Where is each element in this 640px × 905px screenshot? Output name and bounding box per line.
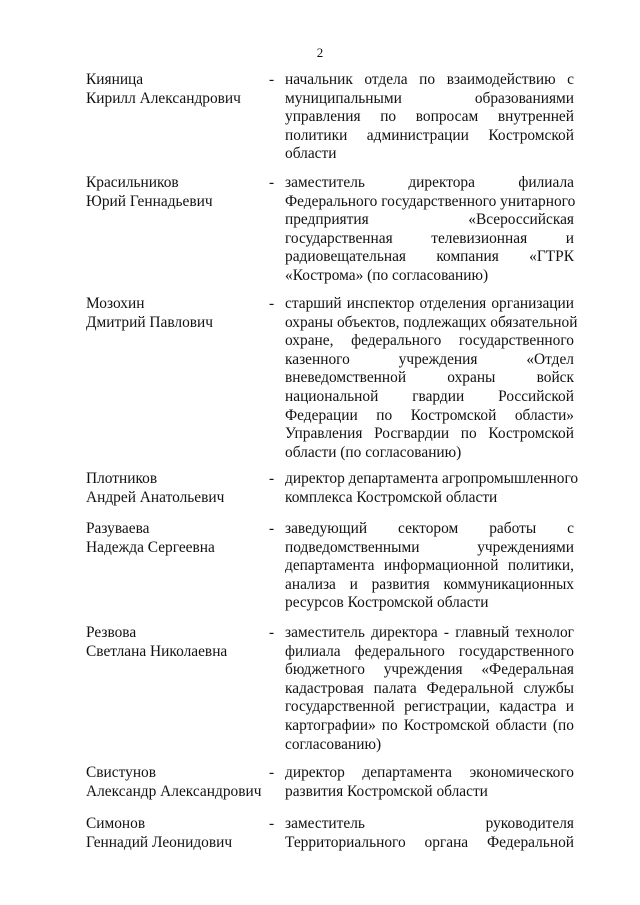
position-line: охране, федерального государственного [285, 332, 574, 350]
position-line: радиовещательная компания «ГТРК [285, 248, 574, 266]
position-line: области [285, 145, 337, 163]
position-line: области (по согласованию) [285, 443, 462, 461]
member-position [285, 764, 574, 801]
position-line: Управления Росгвардии по Костромской [285, 425, 574, 443]
position-line: заведующий сектором работы с [285, 520, 574, 537]
member-surname: Резвова [86, 624, 137, 641]
position-line: директор департамента экономического [285, 764, 574, 781]
dash-separator: - [269, 174, 275, 191]
member-position [285, 295, 578, 462]
member-position [285, 174, 574, 286]
position-line: национальной гвардии Российской [285, 387, 574, 405]
member-given-name: Кирилл Александрович [86, 89, 241, 107]
dash-separator: - [269, 764, 275, 781]
position-line: Территориального органа Федеральной [285, 833, 574, 851]
member-given-name: Дмитрий Павлович [86, 313, 214, 331]
member-name [86, 71, 266, 108]
member-given-name: Александр Александрович [86, 782, 262, 800]
position-line: картографии» по Костромской области (по [285, 716, 574, 734]
dash-separator: - [269, 470, 275, 487]
position-line: вневедомственной охраны войск [285, 369, 574, 387]
member-surname: Свистунов [86, 764, 157, 781]
dash-separator: - [269, 71, 275, 88]
position-line: заместитель руководителя [285, 815, 574, 832]
position-line: старший инспектор отделения организации [285, 295, 574, 312]
member-given-name: Юрий Геннадьевич [86, 192, 213, 210]
position-line: кадастровая палата Федеральной службы [285, 679, 574, 697]
member-position [285, 624, 574, 754]
position-line: казенного учреждения «Отдел [285, 350, 574, 368]
position-line: управления по вопросам внутренней [285, 108, 574, 126]
position-line: государственной регистрации, кадастра и [285, 698, 574, 716]
position-line: подведомственными учреждениями [285, 538, 574, 556]
page-number: 2 [316, 45, 324, 60]
member-surname: Разуваева [86, 520, 150, 537]
member-surname: Симонов [86, 815, 146, 832]
member-name [86, 624, 266, 661]
position-line: бюджетного учреждения «Федеральная [285, 661, 574, 679]
member-position [285, 470, 579, 507]
dash-separator: - [269, 624, 275, 641]
dash-separator: - [269, 295, 275, 312]
dash-separator: - [269, 815, 275, 832]
member-name [86, 815, 266, 852]
dash-separator: - [269, 520, 275, 537]
member-position [285, 71, 574, 164]
member-name [86, 295, 266, 332]
member-name [86, 520, 266, 557]
position-line: ресурсов Костромской области [285, 594, 489, 612]
position-line: филиала федерального государственного [285, 642, 574, 660]
member-name [86, 470, 266, 507]
position-line: предприятия «Всероссийская [285, 211, 574, 229]
position-line: муниципальными образованиями [285, 89, 574, 107]
position-line: начальник отдела по взаимодействию с [285, 71, 574, 88]
member-position [285, 520, 574, 613]
position-line: департамента информационной политики, [285, 557, 574, 575]
position-line: «Кострома» (по согласованию) [285, 266, 489, 284]
position-line: заместитель директора филиала [285, 174, 574, 191]
position-line: Федерального государственного унитарного [285, 192, 576, 210]
member-name [86, 764, 266, 801]
position-line: заместитель директора - главный технолог [285, 624, 574, 641]
position-line: согласованию) [285, 735, 382, 753]
position-line: политики администрации Костромской [285, 126, 574, 144]
position-line: Федерации по Костромской области» [285, 406, 574, 424]
position-line: охраны объектов, подлежащих обязательной [285, 313, 578, 331]
member-given-name: Геннадий Леонидович [86, 833, 233, 851]
member-name [86, 174, 266, 211]
position-line: развития Костромской области [285, 782, 488, 800]
member-surname: Кияница [86, 71, 144, 88]
member-surname: Плотников [86, 470, 158, 487]
member-given-name: Надежда Сергеевна [86, 538, 215, 556]
position-line: государственная телевизионная и [285, 229, 574, 247]
member-position [285, 815, 574, 852]
member-given-name: Андрей Анатольевич [86, 488, 225, 506]
member-given-name: Светлана Николаевна [86, 642, 228, 660]
position-line: комплекса Костромской области [285, 488, 498, 506]
member-surname: Красильников [86, 174, 179, 191]
position-line: анализа и развития коммуникационных [285, 575, 574, 593]
position-line: директор департамента агропромышленного [285, 470, 579, 487]
member-surname: Мозохин [86, 295, 145, 312]
